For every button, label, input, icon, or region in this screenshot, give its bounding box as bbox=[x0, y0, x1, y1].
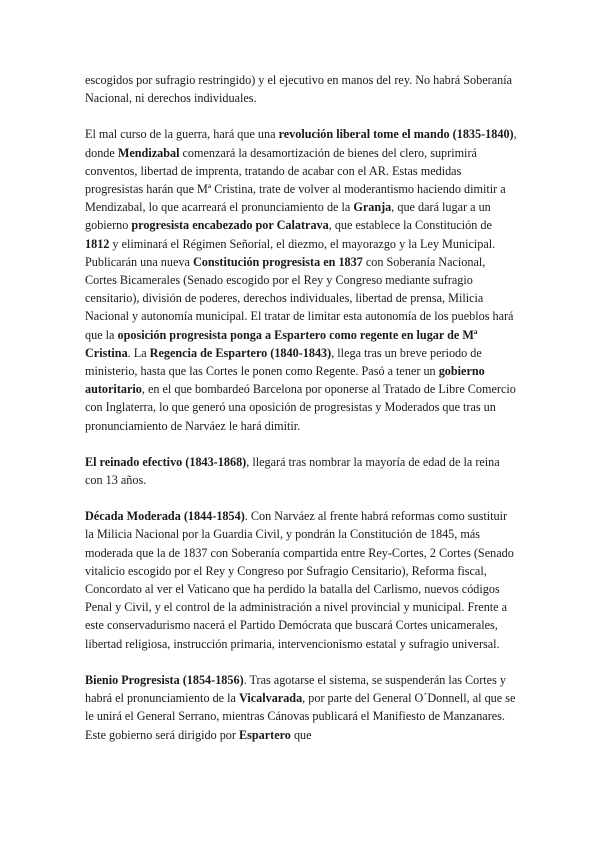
text-run: con Soberanía Nacional, Cortes Bicamerales (Senado escogido por el Rey y Congreso mediante sufragio censitario), división de poderes, derechos individuales, libertad de prensa, Milicia Nacional y autonomía municipal. El tratar de limitar esta autonomía de los pueblos hará que la bbox=[85, 254, 514, 342]
bold-text-run: revolución liberal tome el mando (1835-1840) bbox=[278, 127, 514, 142]
bold-text-run: progresista encabezado por Calatrava bbox=[131, 218, 329, 233]
bold-text-run: Mendizabal bbox=[117, 145, 180, 160]
bold-text-run: El reinado efectivo (1843-1868) bbox=[85, 454, 247, 469]
bold-text-run: 1812 bbox=[85, 236, 110, 251]
text-run: , donde bbox=[85, 127, 517, 160]
text-run: escogidos por sufragio restringido) y el ejecutivo en manos del rey. No habrá Soberanía Nacional, ni derechos individuales. bbox=[85, 73, 512, 106]
paragraph-p1 bbox=[85, 71, 517, 107]
bold-text-run: Constitución progresista en 1837 bbox=[192, 254, 363, 269]
text-run: y eliminará el Régimen Señorial, el diezmo, el mayorazgo y la Ley Municipal. Publicarán una nueva bbox=[85, 236, 496, 269]
text-run: , llegará tras nombrar la mayoría de edad de la reina con 13 años. bbox=[85, 454, 500, 488]
text-run: , llega tras un breve periodo de ministerio, hasta que las Cortes le ponen como Regente. Pasó a tener un bbox=[85, 345, 482, 379]
bold-text-run: oposición progresista ponga a Espartero como regente en lugar de Mª Cristina bbox=[85, 327, 478, 360]
paragraph-p5 bbox=[85, 671, 517, 744]
bold-text-run: Bienio Progresista (1854-1856) bbox=[85, 672, 244, 687]
text-run: . La bbox=[127, 345, 150, 360]
text-run: , que dará lugar a un gobierno bbox=[85, 200, 491, 233]
bold-text-run: Espartero bbox=[239, 727, 291, 742]
bold-text-run: Regencia de Espartero (1840-1843) bbox=[149, 345, 332, 360]
text-run: El mal curso de la guerra, hará que una bbox=[85, 127, 279, 142]
paragraph-p2 bbox=[85, 125, 517, 434]
paragraph-p3 bbox=[85, 453, 517, 489]
paragraph-p4 bbox=[85, 507, 517, 653]
text-run: , por parte del General O´Donnell, al que se le unirá el General Serrano, mientras Cánovas publicará el Manifiesto de Manzanares. Este gobierno será dirigido por bbox=[85, 691, 516, 742]
text-run: , en el que bombardeó Barcelona por oponerse al Tratado de Libre Comercio con Inglaterra, lo que generó una oposición de progresistas y Moderados que tras un pronunciamiento de Narváez le hará dimitir. bbox=[85, 382, 516, 433]
bold-text-run: Granja bbox=[353, 200, 392, 215]
text-run: , que establece la Constitución de bbox=[328, 218, 492, 233]
bold-text-run: gobierno autoritario bbox=[85, 364, 485, 397]
text-run: . Tras agotarse el sistema, se suspenderán las Cortes y habrá el pronunciamiento de la bbox=[85, 672, 506, 706]
text-run: . Con Narváez al frente habrá reformas como sustituir la Milicia Nacional por la Guardia Civil, y pondrán la Constitución de 1845, más moderada que la de 1837 con Soberanía compartida entre Rey-Cortes, 2 Cortes (Senado vitalicio escogido por el Rey y Congreso por Sufragio Censitario), Reforma fiscal, Concordato al ver el Vaticano que ha perdido la batalla del Carlismo, nuevos códigos Penal y Civil, y el control de la administración a nivel provincial y municipal. Frente a este conservadurismo nacerá el Partido Demócrata que buscará Cortes unicamerales, libertad religiosa, instrucción primaria, intervencionismo estatal y sufragio universal. bbox=[85, 509, 514, 651]
document-page bbox=[85, 71, 517, 762]
text-run: que bbox=[290, 727, 312, 742]
bold-text-run: Vicalvarada bbox=[238, 691, 303, 706]
bold-text-run: Década Moderada (1844-1854) bbox=[85, 509, 245, 524]
text-run: comenzará la desamortización de bienes del clero, suprimirá conventos, libertad de imprenta, tratando de acabar con el AR. Estas medidas progresistas harán que Mª Cristina, trate de volver al moderantismo haciendo dimitir a Mendizabal, lo que acarreará el pronunciamiento de la bbox=[85, 145, 506, 215]
